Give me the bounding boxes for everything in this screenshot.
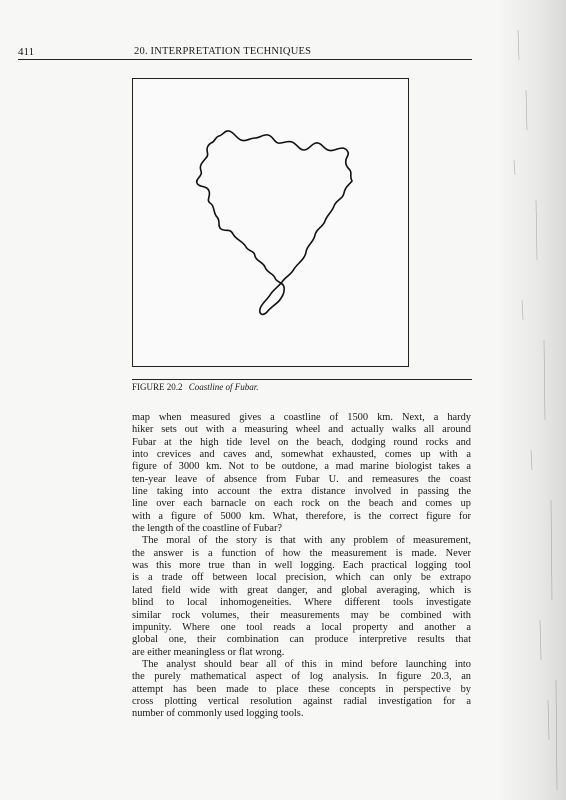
text-line: was this more true than in well logging. Each practical logging tool <box>132 560 471 572</box>
figure-caption <box>132 382 259 392</box>
text-line: The analyst should bear all of this in mind before launching into <box>142 658 471 670</box>
text-line: attempt has been made to place these concepts in perspective by <box>132 683 471 695</box>
text-line: figure of 3000 km. Not to be outdone, a mad marine biologist takes a <box>132 461 471 473</box>
page-number: 411 <box>18 46 35 58</box>
text-line: map when measured gives a coastline of 1500 km. Next, a hardy <box>132 412 471 423</box>
text-line: global one, their combination can produce interpretive results that <box>132 634 471 646</box>
running-head: 20. INTERPRETATION TECHNIQUES <box>134 46 312 57</box>
coastline-drawing <box>133 79 410 368</box>
text-line: similar rock volumes, their measurements may be combined with <box>132 609 471 621</box>
text-line: ten-year leave of absence from Fubar U. and remeasures the coast <box>132 473 471 485</box>
scan-edge-shadow <box>496 0 566 800</box>
caption-rule <box>132 379 472 380</box>
text-line: lated field wide with great danger, and global averaging, which is <box>132 584 471 596</box>
text-line: The moral of the story is that with any problem of measurement, <box>142 535 471 547</box>
header-rule <box>18 59 472 60</box>
text-line: number of commonly used logging tools. <box>132 708 304 720</box>
figure-title: Coastline of Fubar. <box>188 382 259 392</box>
text-line: hiker sets out with a measuring wheel and actually walks all around <box>132 424 471 436</box>
figure-label: FIGURE 20.2 <box>132 382 183 392</box>
text-line: with a figure of 5000 km. What, therefore, is the correct figure for <box>132 510 471 522</box>
text-line: cross plotting vertical resolution against radial investigation for a <box>132 695 471 707</box>
text-line: blind to local inhomogeneities. Where different tools investigate <box>132 597 471 609</box>
text-line: impunity. Where one tool reads a local property and another a <box>132 621 471 633</box>
text-line: into crevices and caves and, somewhat exhausted, comes up with a <box>132 449 471 461</box>
text-line: line taking into account the extra distance involved in passing the <box>132 486 471 498</box>
text-line: the answer is a function of how the measurement is made. Never <box>132 547 471 559</box>
body-text <box>132 412 471 721</box>
text-line: Fubar at the high tide level on the beach, dodging round rocks and <box>132 436 471 448</box>
text-line: line over each barnacle on each rock on the beach and comes up <box>132 498 471 510</box>
text-line: the purely mathematical aspect of log analysis. In figure 20.3, an <box>132 671 471 683</box>
text-line: the length of the coastline of Fubar? <box>132 523 283 535</box>
text-line: are either meaningless or flat wrong. <box>132 646 285 658</box>
text-line: is a trade off between local precision, which can only be extrapo <box>132 572 471 584</box>
figure-frame <box>132 78 409 367</box>
